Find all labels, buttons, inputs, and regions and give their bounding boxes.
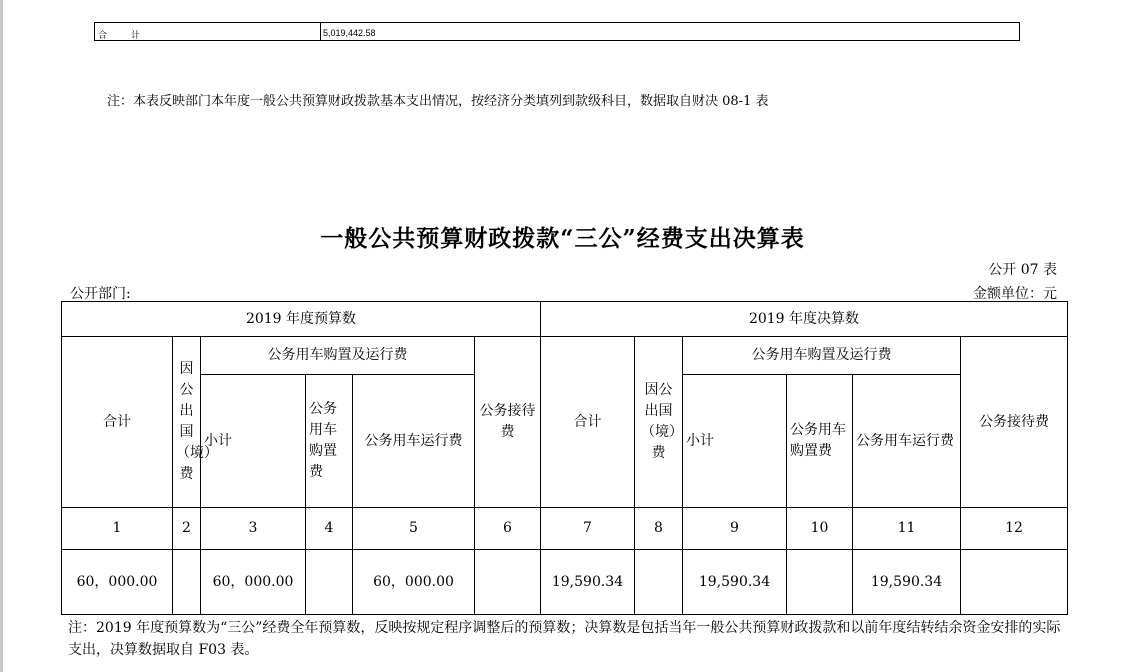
total-row [94,22,1020,41]
final-reception-header: 公务接待费 [961,337,1068,508]
col-number: 1 [62,508,173,550]
three-public-expenses-table [61,301,1068,615]
value-cell [961,550,1068,615]
value-cell: 60，000.00 [201,550,306,615]
budget-group-header: 2019 年度预算数 [62,302,541,337]
value-cell: 60，000.00 [62,550,173,615]
value-cell [173,550,201,615]
value-cell [787,550,853,615]
col-number: 8 [635,508,683,550]
department-label: 公开部门: [70,286,131,302]
page-edge [0,0,3,672]
budget-vehicle-group-header: 公务用车购置及运行费 [201,337,475,375]
final-total-header: 合计 [541,337,635,508]
budget-purchase-header: 公务用车购置费 [306,375,353,508]
budget-operation-header: 公务用车运行费 [353,375,475,508]
col-number: 12 [961,508,1068,550]
col-number: 5 [353,508,475,550]
budget-abroad-header: 因公出国（境）费 [173,337,201,508]
unit-label: 金额单位：元 [973,286,1057,302]
note-bottom: 注：2019 年度预算数为“三公”经费全年预算数，反映按规定程序调整后的预算数；决算数是包括当年一般公共预算财政拨款和以前年度结转结余资金安排的实际支出，决算数据取自 F03 表。 [68,620,1061,658]
value-cell: 19,590.34 [541,550,635,615]
col-number: 7 [541,508,635,550]
final-subtotal-header: 小计 [683,375,787,508]
value-cell: 19,590.34 [683,550,787,615]
budget-subtotal-header: 小计 [201,375,306,508]
table-number: 公开 07 表 [988,262,1057,278]
value-cell [635,550,683,615]
final-operation-header: 公务用车运行费 [853,375,961,508]
col-number: 9 [683,508,787,550]
value-cell: 60，000.00 [353,550,475,615]
value-cell [306,550,353,615]
total-value: 5,019,442.58 [323,28,376,38]
value-cell: 19,590.34 [853,550,961,615]
final-abroad-header: 因公出国（境）费 [635,337,683,508]
page-title: 一般公共预算财政拨款“三公”经费支出决算表 [320,225,805,252]
final-purchase-header: 公务用车购置费 [787,375,853,508]
col-number: 4 [306,508,353,550]
budget-reception-header: 公务接待费 [475,337,541,508]
total-label: 合 计 [98,30,143,40]
col-number: 11 [853,508,961,550]
note-top: 注：本表反映部门本年度一般公共预算财政拨款基本支出情况，按经济分类填列到款级科目，数据取自财决 08-1 表 [107,94,769,109]
col-number: 10 [787,508,853,550]
col-number: 6 [475,508,541,550]
final-vehicle-group-header: 公务用车购置及运行费 [683,337,961,375]
final-group-header: 2019 年度决算数 [541,302,1068,337]
budget-total-header: 合计 [62,337,173,508]
col-number: 2 [173,508,201,550]
col-number: 3 [201,508,306,550]
value-cell [475,550,541,615]
